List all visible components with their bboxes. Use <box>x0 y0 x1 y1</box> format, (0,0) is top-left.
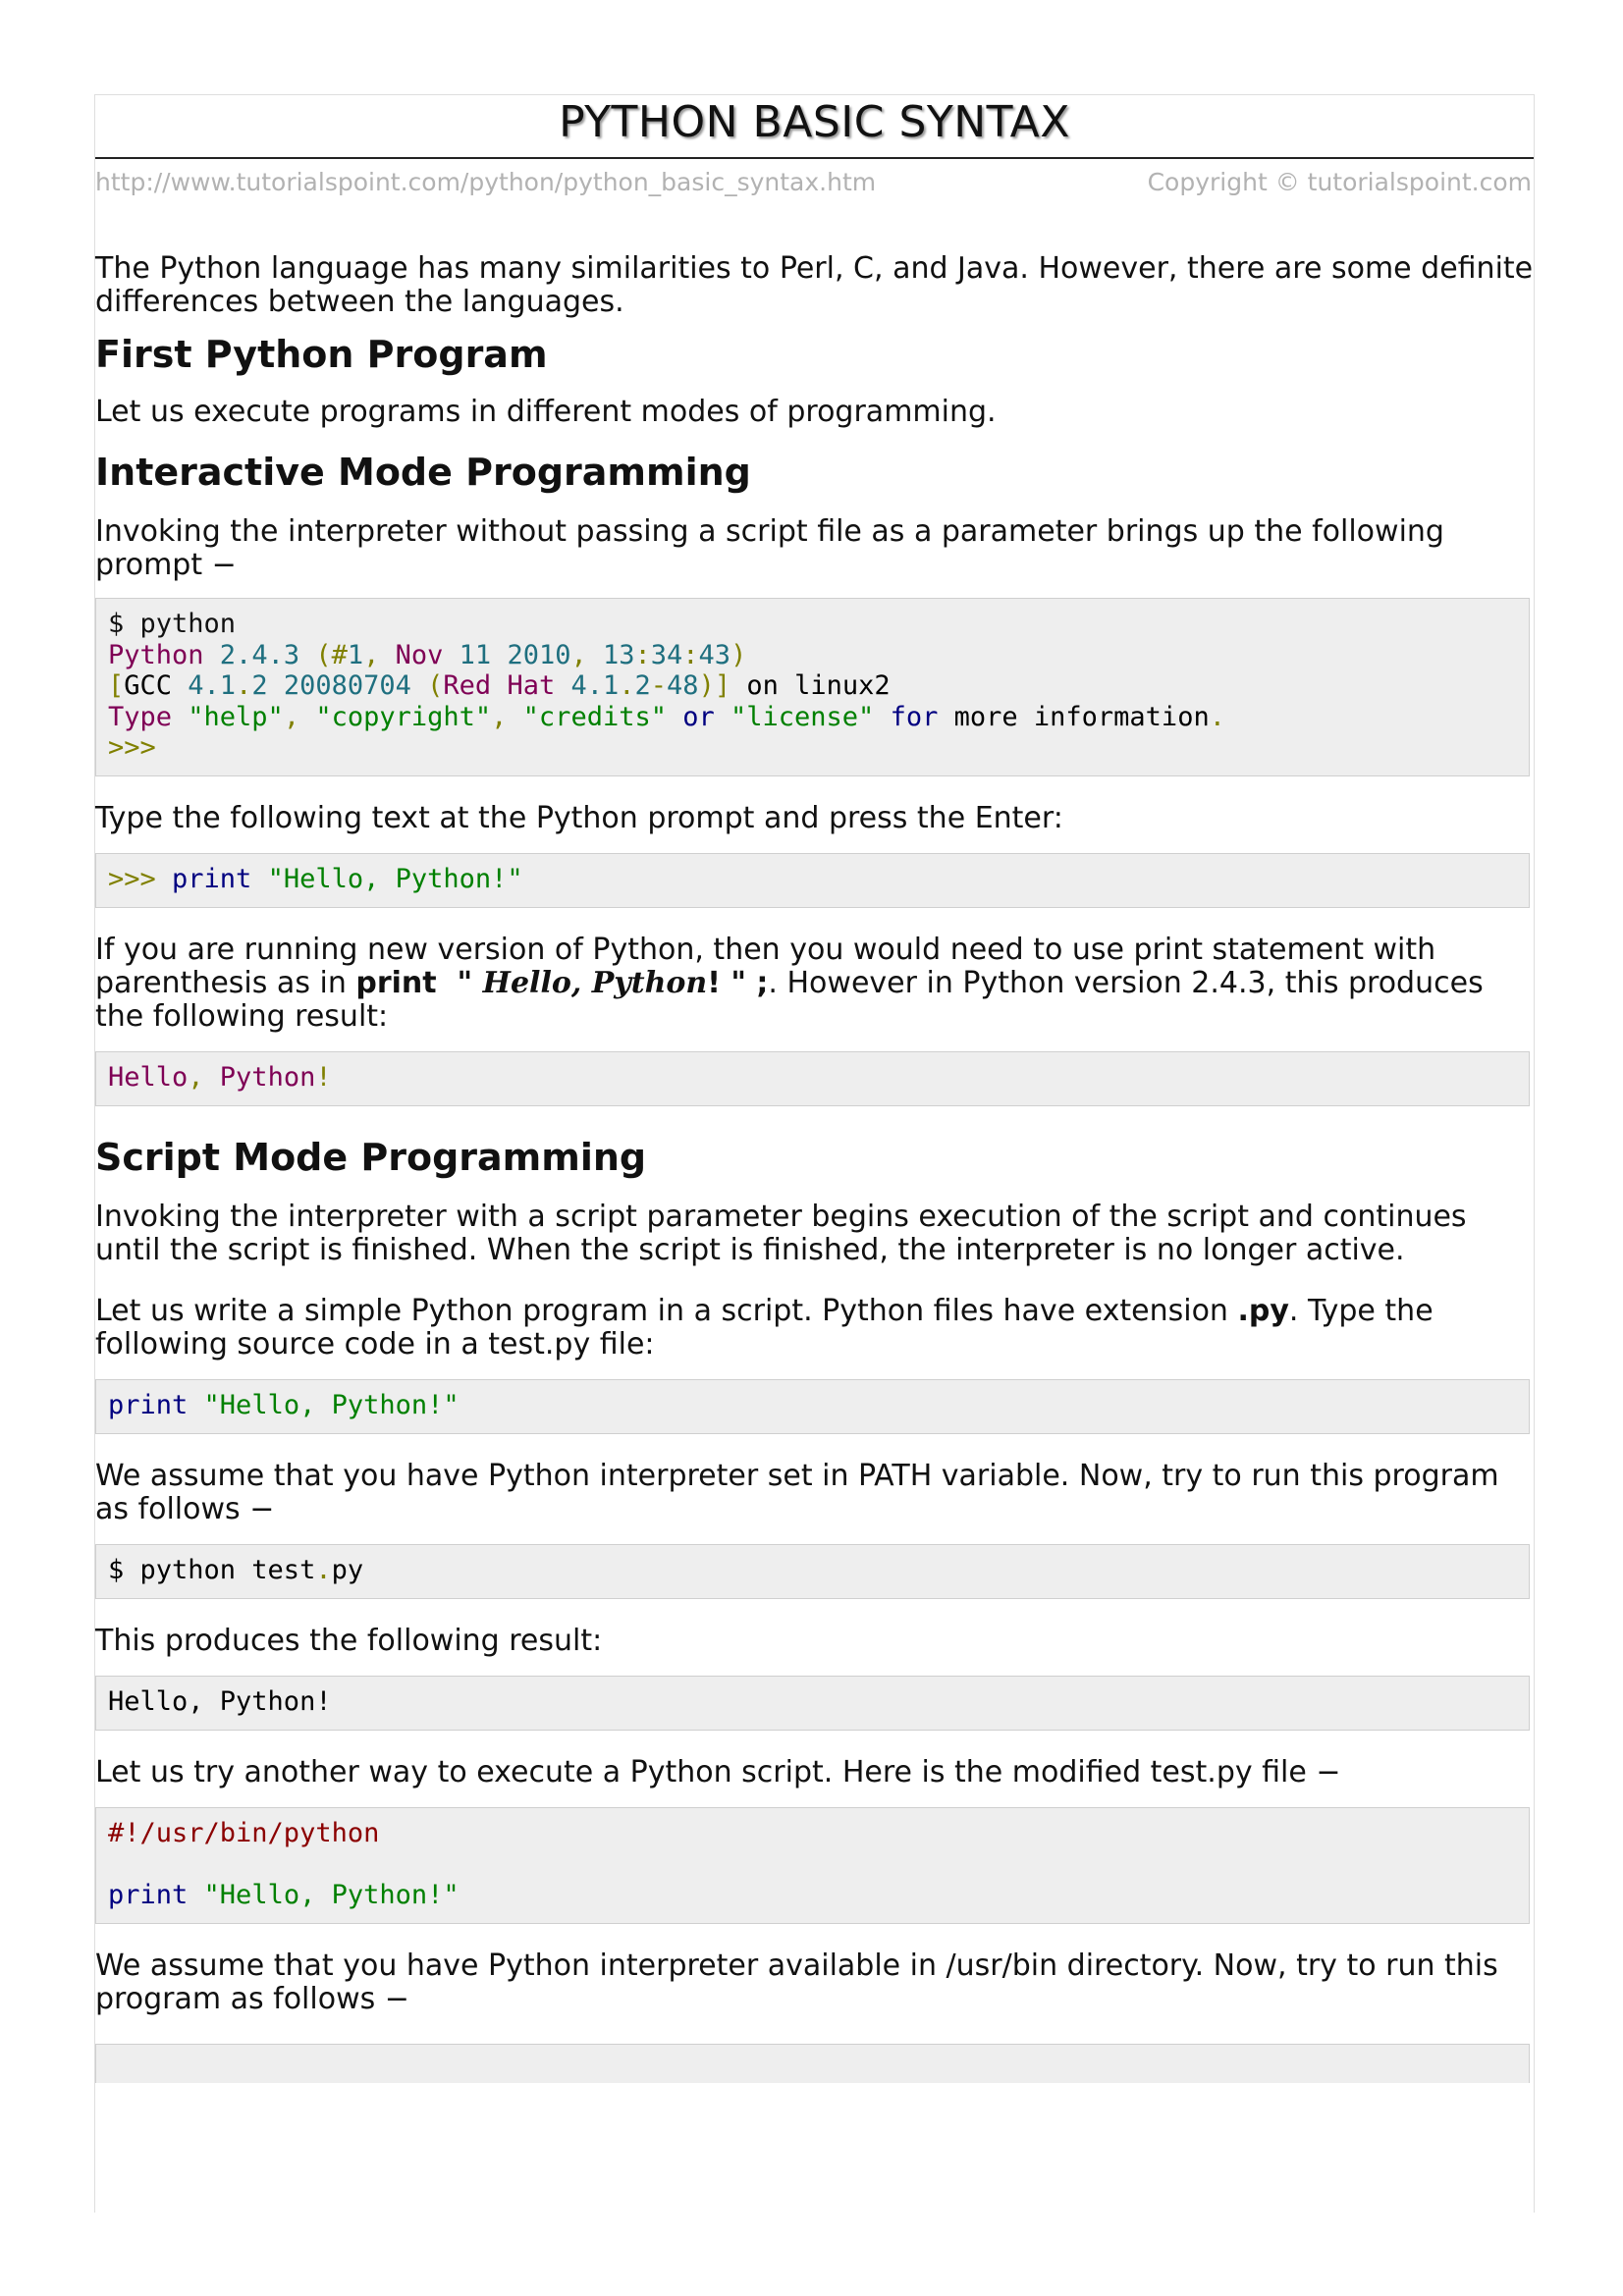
paragraph-usr-bin: We assume that you have Python interpreter available in /usr/bin directory. Now, try to run this program as follows − <box>95 1949 1498 2016</box>
code-token: "credits" <box>522 701 667 732</box>
text-run: Let us write a simple Python program in a script. Python files have extension <box>95 1294 1238 1328</box>
code-token: print <box>108 1880 204 1910</box>
code-token: . <box>619 670 635 701</box>
code-token: ! <box>315 1062 332 1093</box>
code-token: or <box>666 701 731 732</box>
code-token: , <box>363 639 396 670</box>
code-block-result-2 <box>95 1676 1530 1731</box>
title-block <box>95 95 1534 159</box>
paragraph-type-following: Type the following text at the Python prompt and press the Enter: <box>95 801 1063 835</box>
code-token: 13 <box>602 639 635 670</box>
code-token: Type <box>108 701 189 732</box>
code-token: : <box>682 639 699 670</box>
code-token: Nov <box>395 639 444 670</box>
code-block-print-prompt <box>95 853 1530 908</box>
code-block-interactive <box>95 598 1530 776</box>
code-token: , <box>491 701 523 732</box>
code-token: GCC <box>124 670 189 701</box>
code-token: 48 <box>667 670 699 701</box>
code-token: print <box>155 864 268 894</box>
code-token: Python <box>219 1062 316 1093</box>
code-token: ) <box>730 639 747 670</box>
heading-script-mode: Script Mode Programming <box>95 1136 647 1179</box>
code-token: >>> <box>108 732 156 763</box>
code-token: "license" <box>730 701 875 732</box>
inline-code-hello: Hello, Python <box>482 966 708 1000</box>
code-token: 2.4.3 <box>203 639 316 670</box>
code-token: more information <box>938 701 1210 732</box>
code-block-shebang <box>95 1807 1530 1924</box>
code-token: "Hello, Python!" <box>203 1880 460 1910</box>
code-token: Python <box>108 639 204 670</box>
intro-paragraph: The Python language has many similarities to Perl, C, and Java. However, there are some definite differences between the languages. <box>95 251 1534 319</box>
code-token: >>> <box>108 864 156 894</box>
code-token: ( <box>427 670 444 701</box>
article-body <box>95 252 1534 2083</box>
code-token: Hello <box>108 1062 189 1093</box>
code-block-run-test <box>95 1544 1530 1599</box>
code-token: print <box>108 1390 204 1420</box>
source-url[interactable]: http://www.tutorialspoint.com/python/python_basic_syntax.htm <box>95 168 877 196</box>
code-token: 1 <box>347 639 364 670</box>
code-token: "Hello, Python!" <box>267 864 523 894</box>
code-token: , <box>188 1062 220 1093</box>
text-run: ! " ; <box>707 966 769 1000</box>
code-token: , <box>283 701 316 732</box>
code-token: (# <box>315 639 348 670</box>
code-token: 2 <box>634 670 651 701</box>
inline-code-print: print <box>355 966 437 1000</box>
code-token: )] <box>698 670 731 701</box>
code-token: [ <box>108 670 125 701</box>
code-token: "help" <box>188 701 284 732</box>
code-token: "Hello, Python!" <box>203 1390 460 1420</box>
code-block-test-py <box>95 1379 1530 1434</box>
text-run: If you are running new version of Python, then you would need to use print statement with parenthesis as in <box>95 933 1436 1000</box>
inline-extension: .py <box>1237 1294 1289 1328</box>
paragraph-script-intro: Invoking the interpreter with a script parameter begins execution of the script and continues until the script is finished. When the script is finished, the interpreter is no longer active. <box>95 1200 1467 1267</box>
paragraph-first-program: Let us execute programs in different modes of programming. <box>95 395 997 429</box>
paragraph-interactive-intro: Invoking the interpreter without passing a script file as a parameter brings up the following prompt − <box>95 514 1444 582</box>
code-token: Red Hat <box>443 670 571 701</box>
heading-first-python-program: First Python Program <box>95 333 548 376</box>
code-block-result-1 <box>95 1051 1530 1106</box>
code-token: 11 2010 <box>443 639 571 670</box>
paragraph-new-version <box>95 934 1534 1034</box>
page-frame <box>94 94 1535 2213</box>
code-token: . <box>236 670 252 701</box>
code-token: - <box>650 670 668 701</box>
code-token: #!/usr/bin/python <box>108 1818 380 1848</box>
heading-interactive-mode: Interactive Mode Programming <box>95 451 751 494</box>
code-token: 2 20080704 <box>251 670 428 701</box>
text-run: . However in Python version 2.4.3, this produces the following result: <box>95 966 1484 1034</box>
code-token: , <box>570 639 603 670</box>
code-token: Hello, Python! <box>108 1686 332 1717</box>
code-block-truncated <box>95 2044 1530 2083</box>
code-token: $ python test <box>108 1555 316 1585</box>
code-line: $ python <box>108 609 237 639</box>
code-token: "copyright" <box>315 701 492 732</box>
code-token: 4.1 <box>570 670 620 701</box>
code-token: 43 <box>698 639 731 670</box>
code-token: on linux2 <box>730 670 891 701</box>
code-token: py <box>331 1555 364 1585</box>
text-run: " <box>436 966 483 1000</box>
code-token: : <box>634 639 651 670</box>
paragraph-write-program <box>95 1295 1534 1362</box>
code-token: . <box>315 1555 332 1585</box>
paragraph-another-way: Let us try another way to execute a Python script. Here is the modified test.py file − <box>95 1755 1341 1789</box>
page-title: PYTHON BASIC SYNTAX <box>559 97 1070 147</box>
code-token: . <box>1209 701 1225 732</box>
code-token: 34 <box>650 639 683 670</box>
paragraph-path-variable: We assume that you have Python interpreter set in PATH variable. Now, try to run this program as follows − <box>95 1459 1499 1526</box>
copyright-notice: Copyright © tutorialspoint.com <box>1147 168 1532 196</box>
text-run: . Type the following source code in a test.py file: <box>95 1294 1434 1362</box>
code-token: for <box>874 701 939 732</box>
code-token: 4.1 <box>188 670 237 701</box>
paragraph-produces-result: This produces the following result: <box>95 1624 603 1658</box>
